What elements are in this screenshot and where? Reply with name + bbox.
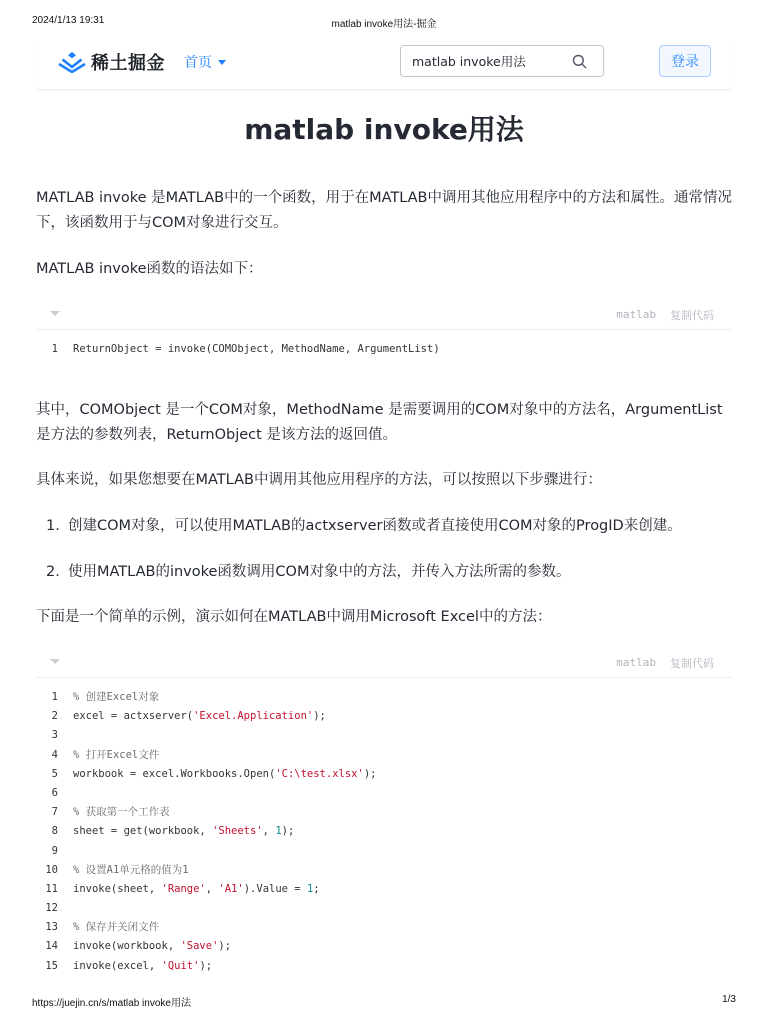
code-string: 'Range' bbox=[161, 882, 206, 895]
code-string: 'Quit' bbox=[161, 959, 200, 972]
code-line bbox=[36, 842, 732, 861]
line-number: 3 bbox=[51, 729, 58, 742]
code-token: ).Value = bbox=[243, 882, 307, 895]
code-text bbox=[73, 688, 159, 707]
code-token: excel = actxserver( bbox=[73, 710, 194, 723]
code-text bbox=[73, 746, 159, 765]
code-token: ); bbox=[281, 825, 295, 838]
code-text bbox=[73, 880, 320, 899]
line-number: 2 bbox=[51, 710, 58, 723]
code-line bbox=[36, 822, 732, 841]
search-icon[interactable] bbox=[572, 54, 587, 69]
code-comment: % 打开Excel文件 bbox=[73, 748, 160, 761]
code-token: invoke(workbook, bbox=[73, 940, 181, 953]
line-number: 1 bbox=[51, 343, 58, 355]
code-token: invoke(excel, bbox=[73, 959, 162, 972]
print-date: 2024/1/13 19:31 bbox=[32, 15, 105, 26]
print-footer bbox=[32, 994, 736, 1008]
list-item-text: 创建COM对象，可以使用MATLAB的actxserver函数或者直接使用COM对象的ProgID来创建。 bbox=[68, 518, 682, 534]
print-page-title: matlab invoke用法-掘金 bbox=[331, 19, 437, 30]
code-token: ); bbox=[199, 959, 213, 972]
line-number: 9 bbox=[51, 844, 58, 857]
code-token: workbook = excel.Workbooks.Open( bbox=[73, 767, 276, 780]
code-line bbox=[36, 707, 732, 726]
line-number: 5 bbox=[51, 767, 58, 780]
line-number: 15 bbox=[45, 959, 58, 972]
code-body bbox=[36, 678, 732, 976]
code-comment: % 创建Excel对象 bbox=[73, 691, 160, 703]
code-line bbox=[36, 899, 732, 918]
code-line bbox=[36, 937, 732, 956]
code-token: sheet = get(workbook, bbox=[73, 825, 213, 838]
article-title: matlab invoke用法 bbox=[244, 113, 524, 146]
code-text bbox=[73, 803, 170, 822]
copy-code-button[interactable]: 复制代码 bbox=[670, 309, 714, 322]
steps-intro-paragraph: 具体来说，如果您想要在MATLAB中调用其他应用程序的方法，可以按照以下步骤进行： bbox=[36, 472, 602, 488]
code-toolbar bbox=[36, 300, 732, 330]
code-line bbox=[36, 688, 732, 707]
copy-code-button[interactable]: 复制代码 bbox=[670, 657, 714, 670]
line-number: 13 bbox=[45, 921, 58, 934]
logo-text: 稀土掘金 bbox=[91, 53, 165, 74]
code-number: 1 bbox=[275, 825, 282, 838]
code-text bbox=[73, 861, 189, 880]
code-text bbox=[73, 765, 376, 784]
line-number: 14 bbox=[45, 940, 58, 953]
line-number: 10 bbox=[45, 863, 58, 876]
code-line bbox=[36, 880, 732, 899]
code-line bbox=[36, 746, 732, 765]
code-text bbox=[73, 957, 212, 976]
code-string: 'Sheets' bbox=[212, 825, 263, 838]
code-string: 'Save' bbox=[180, 940, 219, 953]
params-paragraph: 其中，COMObject 是一个COM对象，MethodName 是需要调用的COM对象中的方法名，ArgumentList 是方法的参数列表，ReturnObject 是该方法的返回值。 bbox=[36, 402, 723, 443]
code-block-syntax bbox=[36, 300, 732, 359]
code-token: ); bbox=[218, 940, 232, 953]
line-number: 11 bbox=[45, 882, 58, 895]
collapse-triangle-icon[interactable] bbox=[50, 311, 60, 316]
line-number: 12 bbox=[45, 902, 58, 915]
code-string: 'Excel.Application' bbox=[193, 710, 314, 723]
code-line bbox=[36, 726, 732, 745]
chevron-down-icon bbox=[218, 60, 226, 65]
code-language-label: matlab bbox=[616, 656, 656, 669]
code-string: 'A1' bbox=[218, 882, 244, 895]
code-toolbar bbox=[36, 648, 732, 678]
code-token: ReturnObject = invoke(COMObject, MethodName, ArgumentList) bbox=[73, 343, 440, 355]
code-line bbox=[36, 861, 732, 880]
line-number: 6 bbox=[51, 786, 58, 799]
code-language-label: matlab bbox=[616, 308, 656, 321]
print-header bbox=[32, 15, 736, 29]
list-item bbox=[46, 514, 736, 539]
code-line bbox=[36, 957, 732, 976]
juejin-logo-icon bbox=[58, 51, 86, 73]
code-text bbox=[73, 340, 440, 359]
code-comment: % 设置A1单元格的值为1 bbox=[73, 863, 189, 876]
code-token: ; bbox=[313, 882, 320, 895]
line-number: 4 bbox=[51, 748, 58, 761]
example-intro-paragraph: 下面是一个简单的示例，演示如何在MATLAB中调用Microsoft Excel中的方法： bbox=[36, 609, 552, 625]
code-body bbox=[36, 330, 732, 359]
login-button[interactable]: 登录 bbox=[659, 45, 711, 77]
collapse-triangle-icon[interactable] bbox=[50, 659, 60, 664]
code-text bbox=[73, 918, 159, 937]
code-string: 'C:\test.xlsx' bbox=[275, 767, 364, 780]
print-url: https://juejin.cn/s/matlab invoke用法 bbox=[32, 998, 191, 1009]
list-item bbox=[46, 560, 736, 585]
code-text bbox=[73, 822, 294, 841]
top-navbar bbox=[36, 38, 730, 90]
code-comment: % 获取第一个工作表 bbox=[73, 806, 170, 819]
code-number: 1 bbox=[306, 882, 314, 895]
list-item-number: 2. bbox=[46, 564, 60, 580]
line-number: 1 bbox=[51, 691, 58, 703]
code-line bbox=[36, 918, 732, 937]
list-item-number: 1. bbox=[46, 518, 60, 534]
line-number: 7 bbox=[51, 806, 58, 819]
code-token: , bbox=[205, 882, 219, 895]
code-token: ); bbox=[363, 767, 377, 780]
list-item-text: 使用MATLAB的invoke函数调用COM对象中的方法，并传入方法所需的参数。 bbox=[68, 564, 571, 580]
code-token: , bbox=[262, 825, 276, 838]
syntax-intro-paragraph: MATLAB invoke函数的语法如下： bbox=[36, 261, 263, 277]
code-line bbox=[36, 765, 732, 784]
print-page-number: 1/3 bbox=[722, 994, 736, 1005]
line-number: 8 bbox=[51, 825, 58, 838]
nav-home-label: 首页 bbox=[184, 55, 212, 71]
code-comment: % 保存并关闭文件 bbox=[73, 921, 160, 934]
search-input[interactable] bbox=[412, 54, 562, 69]
code-block-example bbox=[36, 648, 732, 976]
code-line bbox=[36, 803, 732, 822]
search-box bbox=[400, 45, 604, 77]
site-logo[interactable] bbox=[58, 49, 165, 75]
code-token: ); bbox=[313, 710, 326, 723]
intro-paragraph: MATLAB invoke 是MATLAB中的一个函数，用于在MATLAB中调用其他应用程序中的方法和属性。通常情况下，该函数用于与COM对象进行交互。 bbox=[36, 190, 733, 231]
code-text bbox=[73, 707, 326, 726]
code-line bbox=[36, 340, 732, 359]
code-line bbox=[36, 784, 732, 803]
code-text bbox=[73, 937, 231, 956]
code-token: invoke(sheet, bbox=[73, 882, 162, 895]
nav-home-dropdown[interactable] bbox=[184, 52, 226, 72]
